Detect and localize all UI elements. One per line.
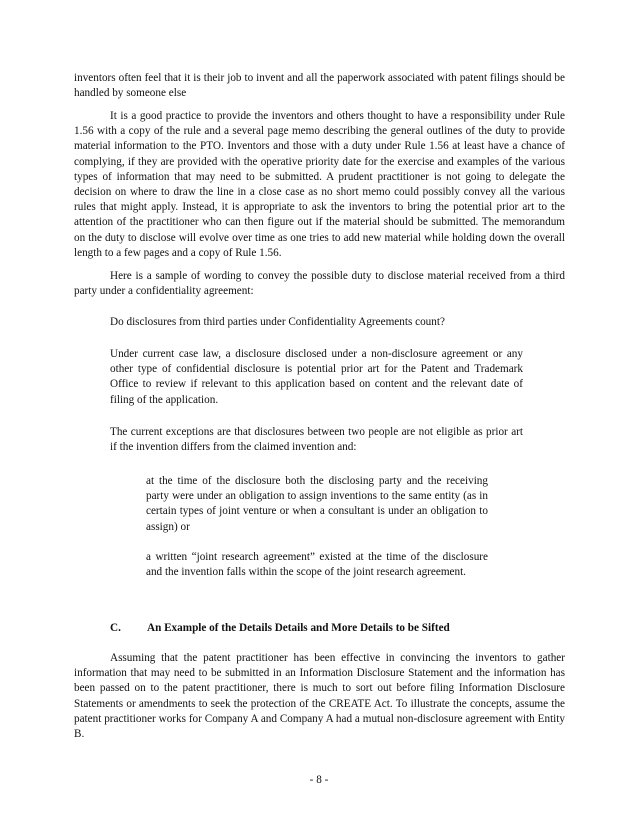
paragraph-continuation: inventors often feel that it is their job to invent and all the paperwork associated with patent filings should be handled by someone else bbox=[74, 72, 565, 100]
section-letter: C. bbox=[110, 622, 121, 634]
paragraph-sample-wording: Here is a sample of wording to convey the possible duty to disclose material received from a third party under a confidentiality agreement: bbox=[74, 270, 565, 298]
quote-exception-assignment: at the time of the disclosure both the disclosing party and the receiving party were under an obligation to assign inventions to the same entity (as in certain types of joint venture or when a consultant is under an obligation to assign) or bbox=[146, 475, 488, 533]
section-title: An Example of the Details Details and More Details to be Sifted bbox=[147, 622, 450, 634]
quote-exceptions: The current exceptions are that disclosures between two people are not eligible as prior art if the invention differs from the claimed invention and: bbox=[110, 426, 523, 454]
paragraph-example: Assuming that the patent practitioner has been effective in convincing the inventors to gather information that may need to be submitted in an Information Disclosure Statement and the information has been passed on to the patent practitioner, there is much to sort out before filing Information Disclosure Statements or amendments to seek the protection of the CREATE Act. To illustrate the concepts, assume the patent practitioner works for Company A and Company A had a mutual non-disclosure agreement with Entity B. bbox=[74, 652, 565, 741]
quote-exception-joint-research: a written “joint research agreement” existed at the time of the disclosure and the invention falls within the scope of the joint research agreement. bbox=[146, 551, 488, 579]
quote-case-law: Under current case law, a disclosure disclosed under a non-disclosure agreement or any other type of confidential disclosure is potential prior art for the Patent and Trademark Office to review if relevant to this application based on content and the relevant date of filing of the application. bbox=[110, 348, 523, 406]
quote-question: Do disclosures from third parties under Confidentiality Agreements count? bbox=[110, 316, 445, 328]
paragraph-good-practice: It is a good practice to provide the inventors and others thought to have a responsibility under Rule 1.56 with a copy of the rule and a several page memo describing the general outlines of the duty to provide material information to the PTO. Inventors and those with a duty under Rule 1.56 at least have a chance of complying, if they are provided with the operative priority date for the exercise and examples of the various types of information that may need to be submitted. A prudent practitioner is not going to delegate the decision on where to draw the line in a close case as no short memo could possibly convey all the various rules that might apply. Instead, it is appropriate to ask the inventors to bring the potential prior art to the attention of the practitioner who can then figure out if the material should be submitted. The memorandum on the duty to disclose will evolve over time as one tries to add new material while holding down the overall length to a few pages and a copy of Rule 1.56. bbox=[74, 110, 565, 259]
page-number: - 8 - bbox=[309, 774, 329, 786]
section-heading bbox=[110, 621, 565, 636]
